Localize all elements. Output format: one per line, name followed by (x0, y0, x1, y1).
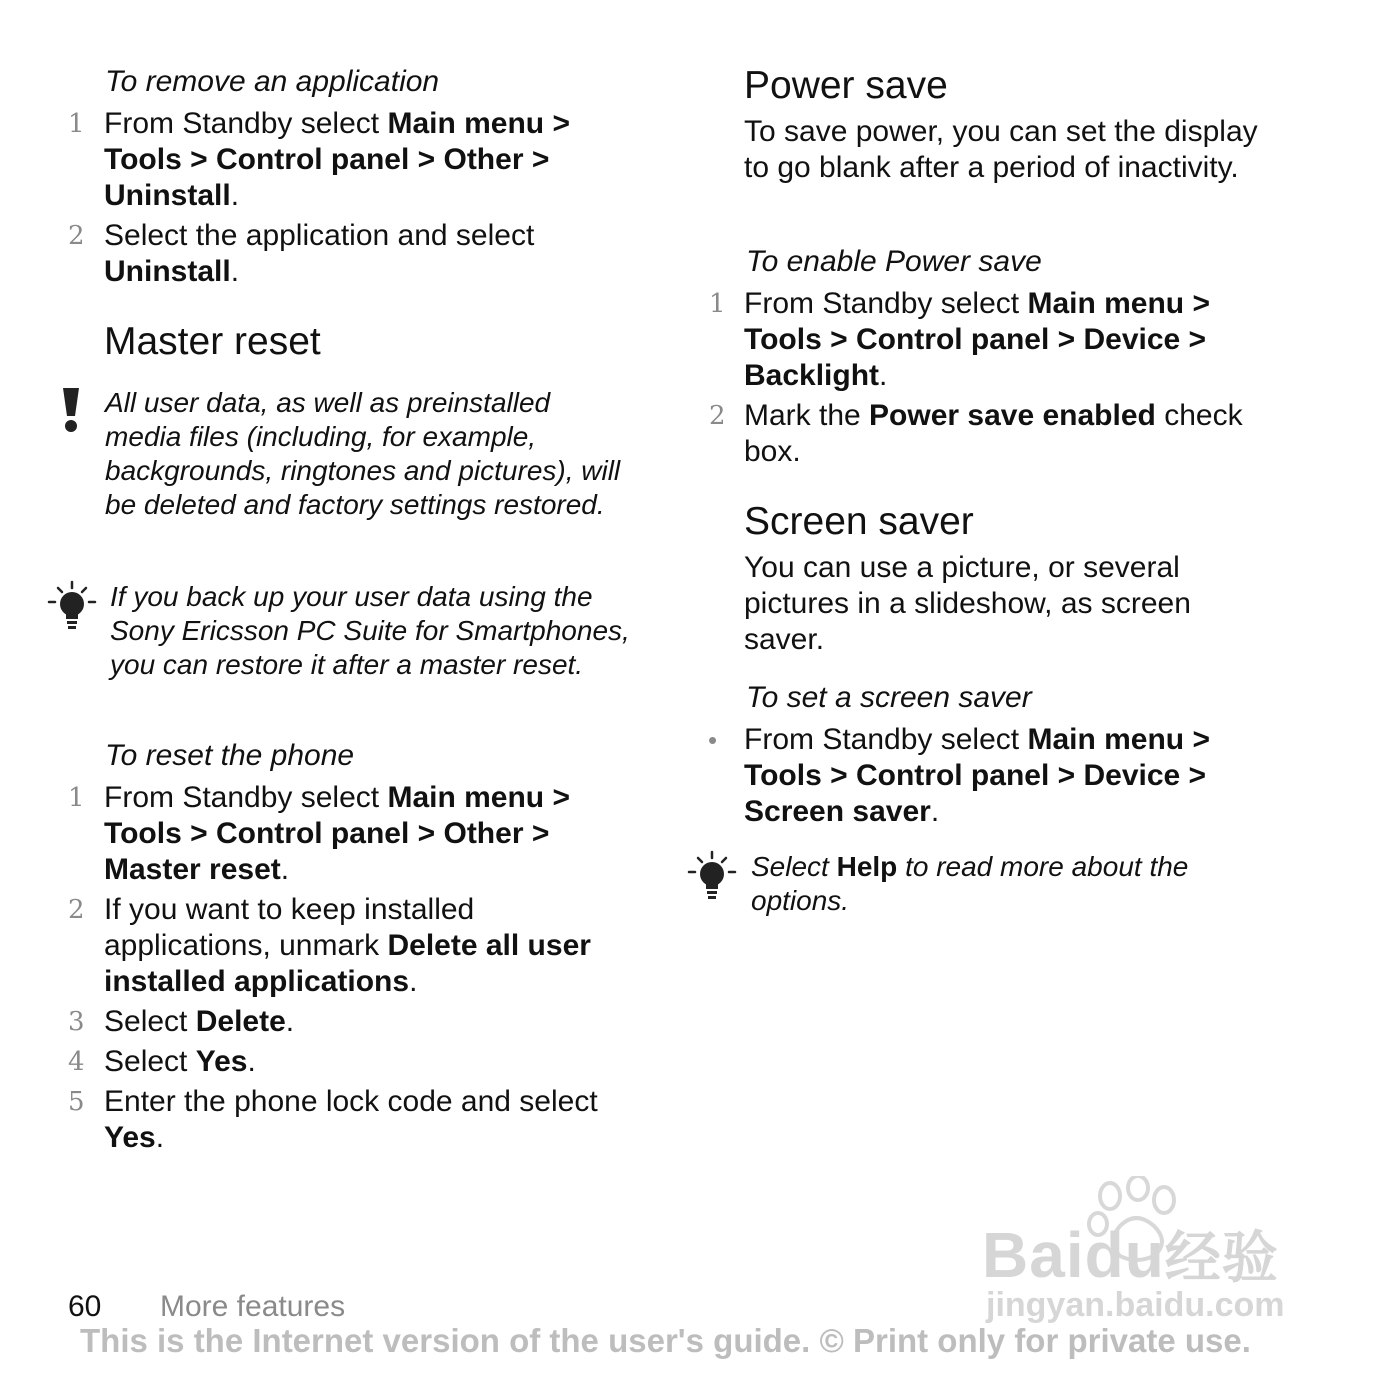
menu-item: Power save enabled (869, 399, 1156, 432)
menu-item: Screen saver (744, 795, 931, 828)
step-number: 4 (68, 1047, 85, 1077)
watermark-url: jingyan.baidu.com (986, 1286, 1285, 1324)
section-name: More features (160, 1290, 346, 1323)
step-number: 1 (68, 783, 85, 813)
step-text: From Standby select (744, 723, 1028, 756)
punctuation: . (155, 1121, 165, 1154)
step-number: 2 (68, 221, 85, 251)
watermark-brand (982, 1214, 1279, 1294)
tip-text: Select (751, 851, 837, 882)
menu-item: Delete all user installed applications (104, 929, 591, 998)
menu-path: Tools > Control panel > Other > (104, 143, 550, 176)
menu-item: Uninstall (104, 255, 231, 288)
step-text: check box. (744, 399, 1243, 468)
bullet: • (708, 725, 718, 755)
menu-item: Yes (104, 1121, 156, 1154)
exclamation-icon (58, 386, 84, 434)
punctuation: . (879, 359, 888, 392)
step-number: 2 (709, 401, 726, 431)
lightbulb-icon (46, 580, 98, 632)
warning-note: All user data, as well as preinstalled media files (including, for example, backgrounds, ringtones and pictures), will be deleted and factory settings restored. (105, 387, 621, 520)
menu-item: Master reset (104, 853, 281, 886)
step-text: Select the application and select (104, 219, 535, 252)
step-text: Mark the (744, 399, 870, 432)
step-text: From Standby select (744, 287, 1028, 320)
step-number: 5 (68, 1087, 85, 1117)
step-number: 3 (68, 1007, 85, 1037)
disclaimer: This is the Internet version of the user's guide. © Print only for private use. (80, 1322, 1251, 1359)
heading-screen-saver: Screen saver (744, 500, 974, 543)
menu-path: Tools > Control panel > Other > (104, 817, 550, 850)
step-reset-5 (104, 1084, 649, 1156)
step-reset-3 (104, 1004, 649, 1040)
step-number: 2 (68, 895, 85, 925)
step-power-2 (744, 398, 1284, 470)
watermark-cn-text: 经验 (1164, 1226, 1279, 1289)
step-reset-2 (104, 892, 649, 1000)
punctuation: . (930, 795, 940, 828)
step-screen-saver (744, 722, 1304, 830)
screen-saver-tip (751, 850, 1251, 918)
menu-path: Main menu > (387, 781, 570, 814)
step-reset-1 (104, 780, 664, 888)
menu-item: Backlight (744, 359, 880, 392)
screen-saver-body: You can use a picture, or several pictures in a slideshow, as screen saver. (744, 551, 1191, 656)
step-text: From Standby select (104, 781, 388, 814)
procedure-title-power-save: To enable Power save (746, 245, 1042, 278)
tip-note: If you back up your user data using the Sony Ericsson PC Suite for Smartphones, you can restore it after a master reset. (110, 581, 630, 680)
menu-path: Main menu > (387, 107, 570, 140)
step-remove-1 (104, 106, 664, 214)
step-reset-4 (104, 1044, 649, 1080)
menu-path: Main menu > (1027, 287, 1210, 320)
tip-text: to read more about the options. (751, 851, 1189, 916)
step-number: 1 (68, 109, 85, 139)
punctuation: . (247, 1045, 256, 1078)
menu-path: Tools > Control panel > Device > (744, 323, 1207, 356)
step-power-1 (744, 286, 1304, 394)
heading-power-save: Power save (744, 64, 948, 107)
menu-item: Yes (195, 1045, 248, 1078)
step-text: If you want to keep installed applications, unmark (104, 893, 475, 962)
menu-item: Help (836, 851, 898, 882)
step-text: Enter the phone lock code and select (104, 1085, 598, 1118)
step-text: Select (104, 1005, 196, 1038)
procedure-title-reset-phone: To reset the phone (105, 739, 355, 772)
menu-path: Tools > Control panel > Device > (744, 759, 1207, 792)
page-number: 60 (68, 1290, 102, 1323)
punctuation: . (230, 179, 240, 212)
punctuation: . (285, 1005, 295, 1038)
punctuation: . (280, 853, 290, 886)
menu-item: Delete (195, 1005, 286, 1038)
menu-item: Uninstall (104, 179, 231, 212)
menu-path: Main menu > (1027, 723, 1210, 756)
lightbulb-icon (686, 850, 738, 902)
step-remove-2 (104, 218, 604, 290)
punctuation: . (409, 965, 418, 998)
step-text: From Standby select (104, 107, 388, 140)
procedure-title-screen-saver: To set a screen saver (746, 681, 1032, 714)
watermark-brand-text: Baidu (982, 1219, 1165, 1291)
step-number: 1 (709, 289, 726, 319)
procedure-title-remove-app: To remove an application (105, 65, 440, 98)
step-text: Select (104, 1045, 196, 1078)
punctuation: . (230, 255, 240, 288)
heading-master-reset: Master reset (104, 320, 321, 363)
power-save-body: To save power, you can set the display to go blank after a period of inactivity. (744, 115, 1258, 184)
